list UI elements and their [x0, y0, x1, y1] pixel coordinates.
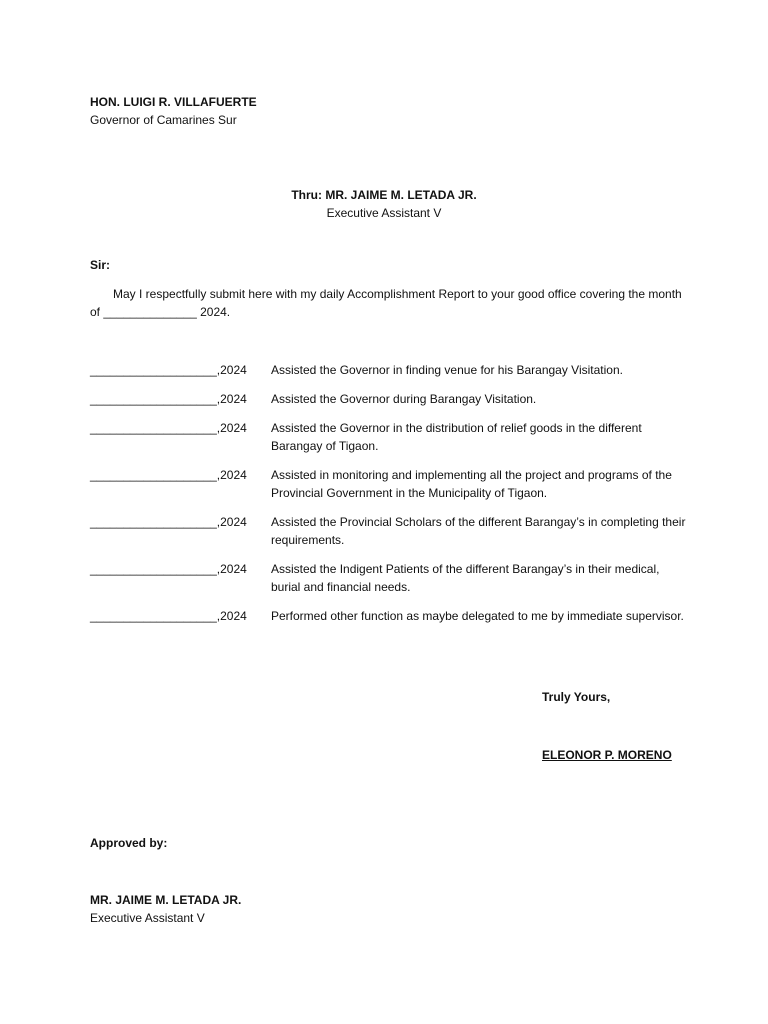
- entry-date: ___________________,2024: [90, 609, 247, 623]
- salutation: Sir:: [90, 258, 111, 272]
- addressee-title: Governor of Camarines Sur: [90, 113, 237, 127]
- approved-by-label: Approved by:: [90, 836, 168, 850]
- accomplishment-list: [90, 361, 690, 636]
- entry-description: Performed other function as maybe delegated to me by immediate supervisor.: [271, 609, 684, 623]
- thru-title: Executive Assistant V: [326, 206, 442, 220]
- list-item: [90, 419, 690, 455]
- list-item: [90, 361, 690, 379]
- entry-description: Assisted the Provincial Scholars of the different Barangay’s in completing their requirements.: [271, 515, 686, 547]
- entry-description: Assisted the Indigent Patients of the different Barangay’s in their medical, burial and financial needs.: [271, 562, 660, 594]
- intro-paragraph: May I respectfully submit here with my daily Accomplishment Report to your good office covering the month of ______________ 2024.: [90, 287, 682, 319]
- entry-description: Assisted the Governor in the distribution of relief goods in the different Barangay of Tigaon.: [271, 421, 642, 453]
- list-item: [90, 390, 690, 408]
- list-item: [90, 560, 690, 596]
- entry-date: ___________________,2024: [90, 363, 247, 377]
- approver-title: Executive Assistant V: [90, 911, 205, 925]
- signer-name: ELEONOR P. MORENO: [542, 748, 672, 762]
- approver-block: [90, 891, 241, 927]
- closing: Truly Yours,: [542, 690, 611, 704]
- list-item: [90, 607, 690, 625]
- addressee-name: HON. LUIGI R. VILLAFUERTE: [90, 95, 257, 109]
- entry-description: Assisted the Governor during Barangay Visitation.: [271, 392, 537, 406]
- addressee-block: [90, 93, 257, 129]
- entry-date: ___________________,2024: [90, 421, 247, 435]
- thru-line: Thru: MR. JAIME M. LETADA JR.: [291, 188, 477, 202]
- entry-date: ___________________,2024: [90, 515, 247, 529]
- entry-description: Assisted the Governor in finding venue for his Barangay Visitation.: [271, 363, 623, 377]
- entry-date: ___________________,2024: [90, 392, 247, 406]
- list-item: [90, 513, 690, 549]
- entry-date: ___________________,2024: [90, 468, 247, 482]
- list-item: [90, 466, 690, 502]
- entry-date: ___________________,2024: [90, 562, 247, 576]
- thru-block: [0, 186, 768, 222]
- approver-name: MR. JAIME M. LETADA JR.: [90, 893, 242, 907]
- entry-description: Assisted in monitoring and implementing all the project and programs of the Provincial Government in the Municipality of Tigaon.: [271, 468, 672, 500]
